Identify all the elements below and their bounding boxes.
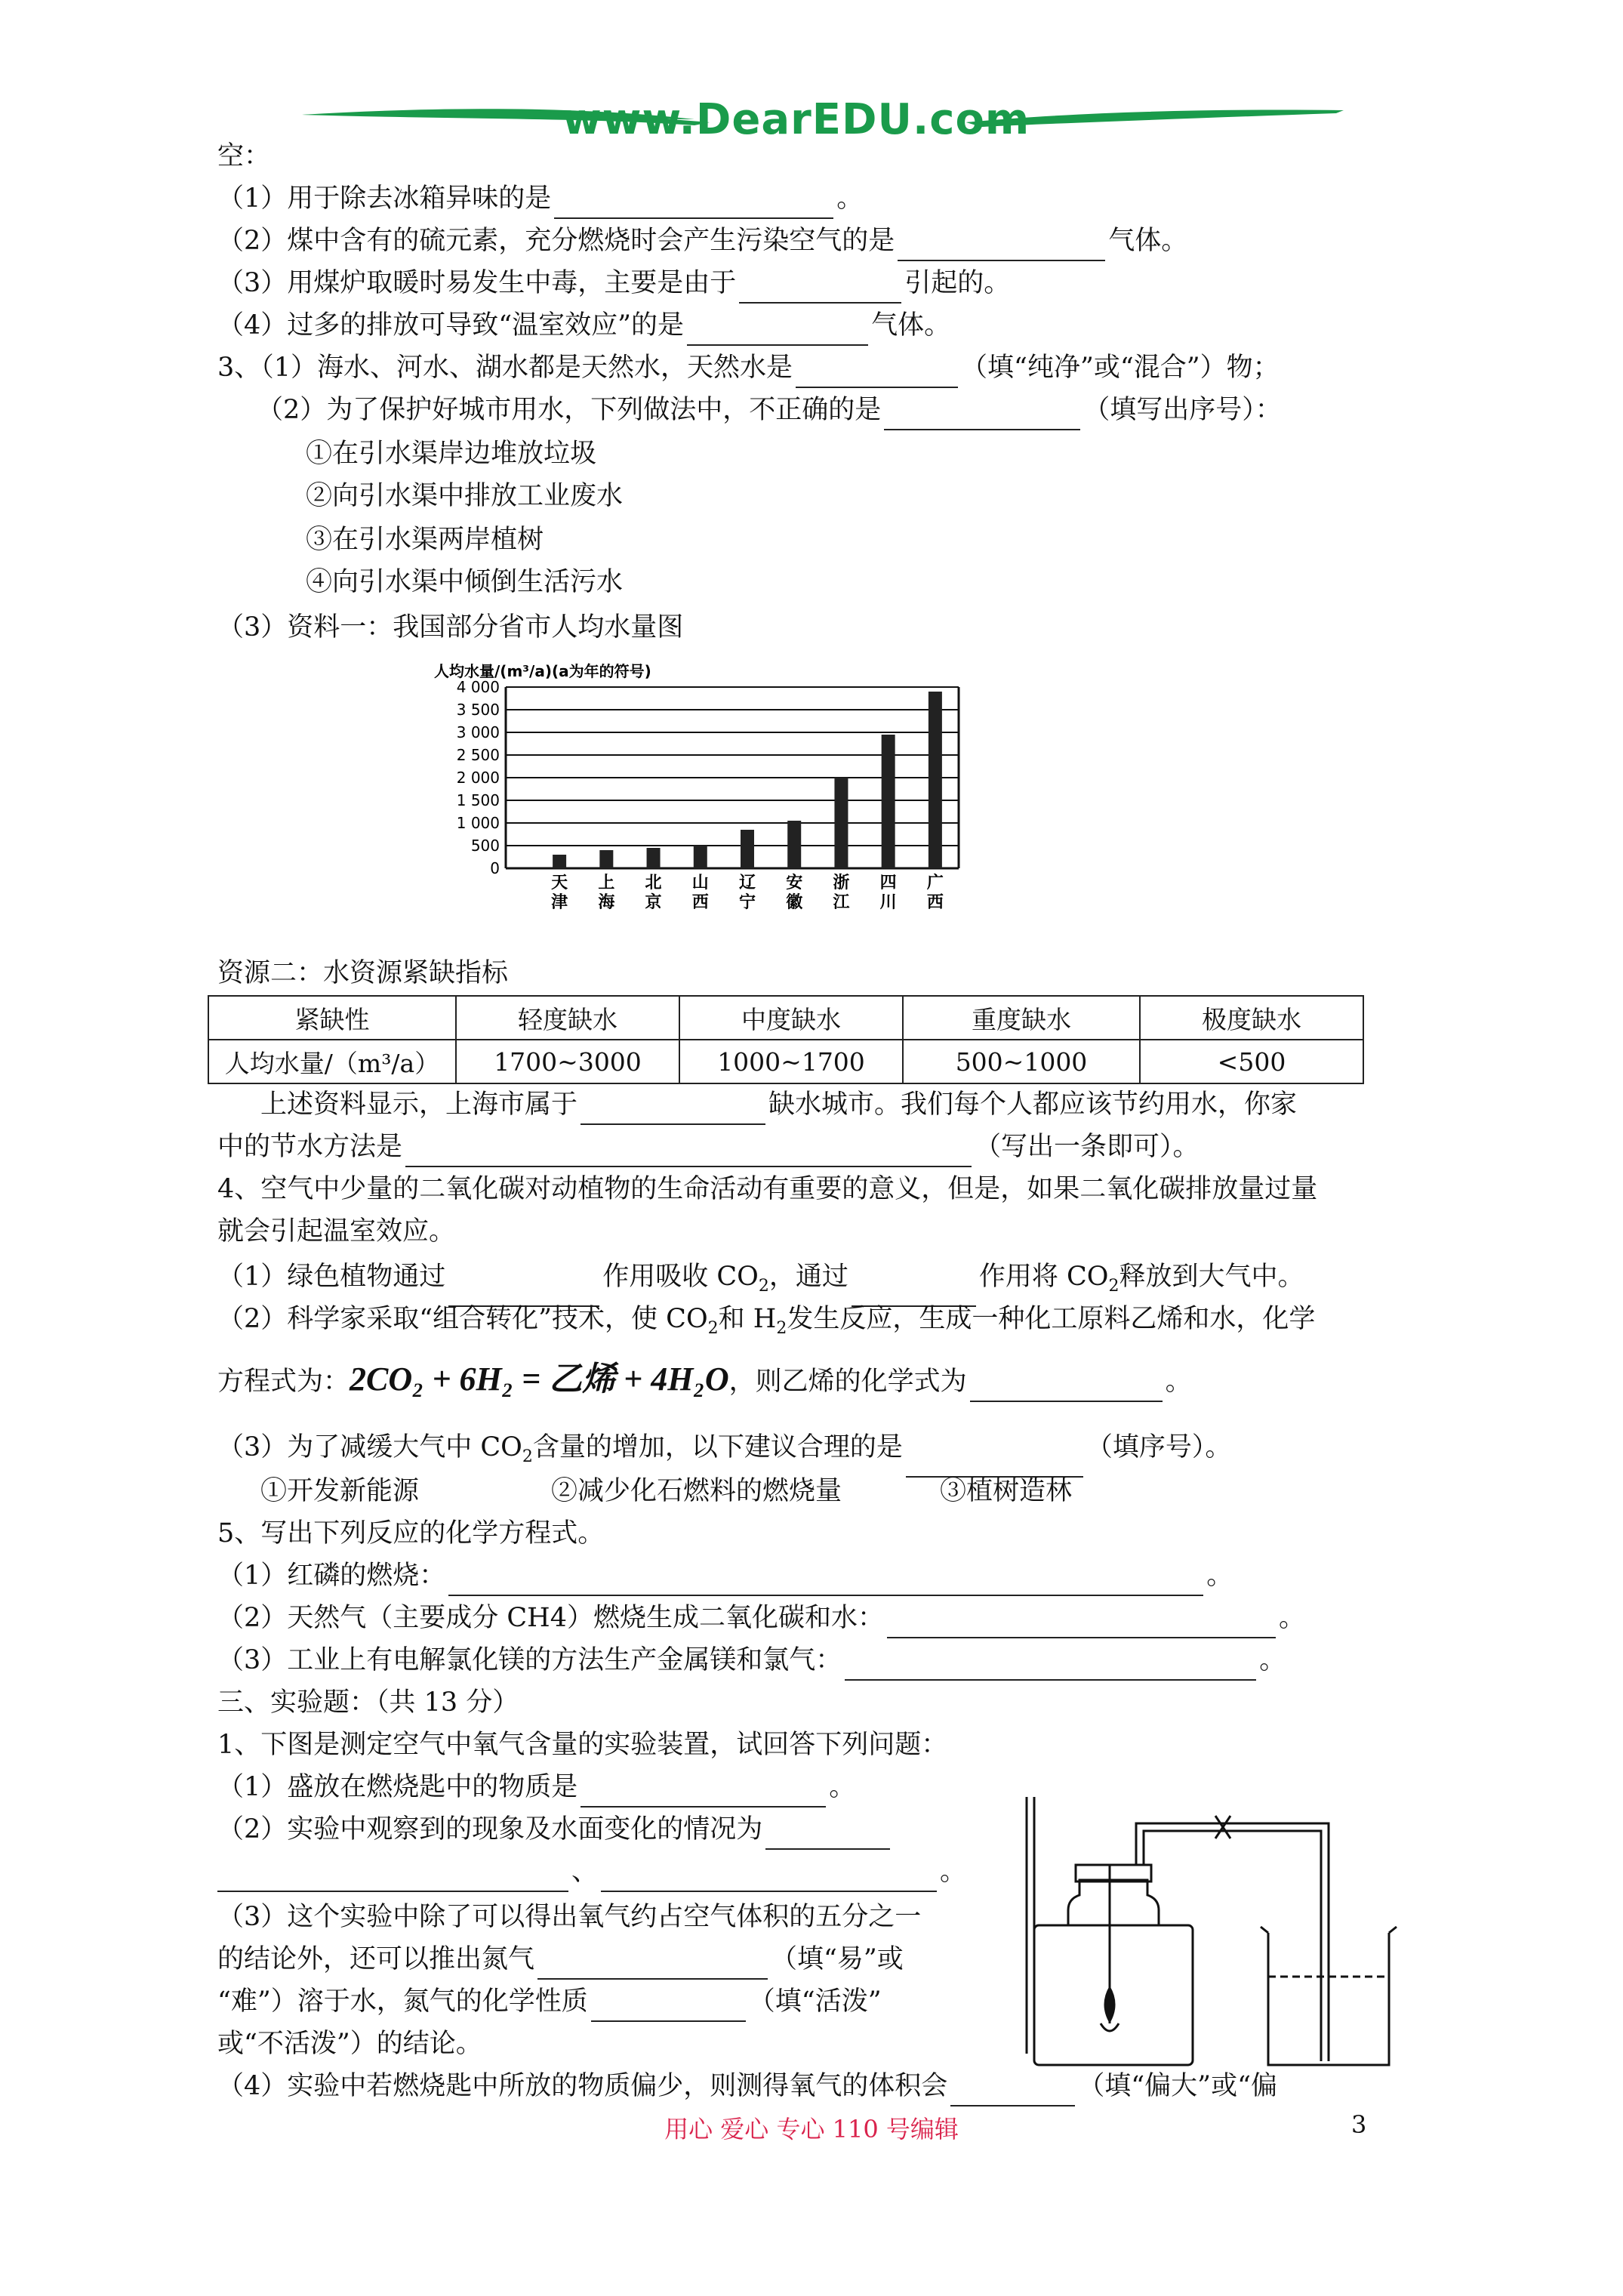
question-5-3: （3）工业上有电解氯化镁的方法生产金属镁和氯气： 。: [217, 1640, 1286, 1681]
experiment-1: 1、下图是测定空气中氧气含量的实验装置，试回答下列问题：: [217, 1730, 948, 1760]
experiment-1-3d: 或“不活泼”）的结论。: [217, 2029, 482, 2059]
question-4-2: （2）科学家采取“组合转化”技术，使 $CO_2$和 $H_2$发生反应，生成一种化工原料乙烯和水，化学: [217, 1304, 1316, 1338]
answer-blank[interactable]: [884, 399, 1080, 430]
y-tick-label: 1 000: [456, 814, 500, 832]
question-5-2: （2）天然气（主要成分 CH4）燃烧生成二氧化碳和水： 。: [217, 1598, 1305, 1638]
flame-icon: [1104, 1986, 1116, 2023]
question-3-2: （2）为了保护好城市用水，下列做法中，不正确的是 （填写出序号）：: [257, 390, 1282, 430]
x-category-label: 天津: [551, 874, 568, 912]
answer-blank[interactable]: [950, 2075, 1075, 2106]
option-4: ④向引水渠中倾倒生活污水: [306, 567, 624, 597]
y-tick-label: 2 500: [456, 746, 500, 764]
answer-blank[interactable]: [405, 1136, 972, 1167]
answer-blank[interactable]: [448, 1564, 1203, 1596]
footer-editor-note: 用心 爱心 专心 110 号编辑: [664, 2115, 959, 2143]
question-5-1: （1）红磷的燃烧： 。: [217, 1555, 1233, 1596]
water-per-capita-chart: [423, 658, 981, 930]
answer-blank[interactable]: [537, 1948, 768, 1980]
table-cell: 1000~1700: [679, 1040, 903, 1083]
question-4-cont: 就会引起温室效应。: [217, 1216, 456, 1247]
bar: [553, 855, 566, 868]
table-row-label: 人均水量/（m³/a）: [208, 1040, 456, 1083]
table-header-cell: 重度缺水: [903, 996, 1140, 1040]
question-2-4: （4）过多的排放可导致“温室效应”的是 气体。: [217, 305, 950, 346]
experiment-1-2-cont: 、 。: [217, 1851, 966, 1892]
bar: [647, 848, 661, 868]
home-method: 中的节水方法是 （写出一条即可）。: [217, 1126, 1200, 1167]
section-3-heading: 三、实验题：（共 13 分）: [217, 1687, 519, 1718]
answer-blank[interactable]: [581, 1776, 826, 1808]
question-4-equation: 方程式为：2CO₂ + 6H₂ = 乙烯 + 4H₂O，则乙烯的化学式为 。: [217, 1359, 1192, 1402]
question-3-1: 3、（1）海水、河水、湖水都是天然水，天然水是 （填“纯净”或“混合”）物；: [217, 347, 1280, 388]
answer-blank[interactable]: [970, 1370, 1163, 1402]
option-2: ②向引水渠中排放工业废水: [306, 481, 624, 511]
x-category-label: 上海: [598, 874, 615, 912]
table-header-cell: 极度缺水: [1140, 996, 1363, 1040]
table-header-row: [208, 996, 1363, 1040]
answer-blank[interactable]: [845, 1649, 1256, 1681]
bar: [929, 692, 942, 868]
oxygen-apparatus-diagram: [1004, 1797, 1427, 2069]
y-tick-label: 3 500: [456, 701, 500, 719]
y-tick-label: 0: [490, 859, 500, 877]
bar: [787, 821, 801, 868]
above-text: 上述资料显示，上海市属于 缺水城市。我们每个人都应该节约用水，你家: [260, 1084, 1297, 1125]
answer-blank[interactable]: [796, 356, 958, 388]
table-header-cell: 紧缺性: [208, 996, 456, 1040]
x-category-label: 浙江: [833, 874, 850, 912]
question-4: 4、空气中少量的二氧化碳对动植物的生命活动有重要的意义，但是，如果二氧化碳排放量过量: [217, 1174, 1318, 1204]
question-4-1: （1）绿色植物通过 作用吸收 $CO_2$，通过 作用将 $CO_2$释放到大气中。: [217, 1256, 1304, 1307]
answer-blank[interactable]: [687, 314, 868, 346]
answer-blank[interactable]: [765, 1818, 890, 1850]
option-3: ③在引水渠两岸植树: [306, 525, 544, 555]
ethylene-equation: 2CO₂ + 6H₂ = 乙烯 + 4H₂O: [350, 1361, 729, 1398]
bar: [882, 735, 895, 868]
y-tick-label: 1 500: [456, 791, 500, 809]
x-category-label: 北京: [645, 874, 662, 912]
answer-blank[interactable]: [554, 187, 833, 219]
question-2-2: （2）煤中含有的硫元素，充分燃烧时会产生污染空气的是 气体。: [217, 220, 1187, 261]
site-brand[interactable]: www.DearEDU.com: [562, 95, 1030, 144]
question-2-1: （1）用于除去冰箱异味的是 。: [217, 178, 863, 219]
table-cell: 500~1000: [903, 1040, 1140, 1083]
answer-blank[interactable]: [601, 1860, 937, 1892]
page-number: 3: [1351, 2110, 1367, 2139]
x-category-label: 广西: [926, 874, 944, 912]
table-cell: 1700~3000: [456, 1040, 679, 1083]
bar: [741, 830, 754, 868]
answer-blank[interactable]: [739, 272, 901, 304]
answer-blank[interactable]: [581, 1093, 765, 1125]
y-tick-label: 3 000: [456, 723, 500, 741]
water-scarcity-table: [208, 995, 1364, 1084]
experiment-1-1: （1）盛放在燃烧匙中的物质是 。: [217, 1767, 855, 1808]
table-cell: <500: [1140, 1040, 1363, 1083]
answer-blank[interactable]: [217, 1860, 568, 1892]
chart-title: 人均水量/(m³/a)(a为年的符号): [434, 662, 651, 680]
x-category-label: 山西: [691, 874, 709, 912]
question-4-3: （3）为了减缓大气中 $CO_2$含量的增加，以下建议合理的是 （填序号）。: [217, 1427, 1231, 1478]
table-header-cell: 轻度缺水: [456, 996, 679, 1040]
y-tick-label: 500: [470, 837, 500, 855]
answer-blank[interactable]: [898, 230, 1105, 261]
option-1: ①在引水渠岸边堆放垃圾: [306, 439, 597, 469]
x-category-label: 安徽: [786, 874, 803, 912]
question-3-3: （3）资料一：我国部分省市人均水量图: [217, 612, 684, 643]
resource-2-heading: 资源二：水资源紧缺指标: [217, 958, 509, 988]
bar: [694, 846, 707, 868]
experiment-1-3b: 的结论外，还可以推出氮气 （填“易”或: [217, 1939, 904, 1980]
x-category-label: 四川: [879, 874, 897, 912]
bar: [834, 778, 848, 868]
option-plant-trees: ③植树造林: [940, 1476, 1073, 1506]
text-line: 空：: [217, 141, 271, 171]
bar: [599, 850, 613, 868]
option-reduce-fossil: ②减少化石燃料的燃烧量: [551, 1476, 842, 1506]
experiment-1-4: （4）实验中若燃烧匙中所放的物质偏少，则测得氧气的体积会 （填“偏大”或“偏: [217, 2066, 1277, 2106]
question-2-3: （3）用煤炉取暖时易发生中毒，主要是由于 引起的。: [217, 263, 1010, 304]
experiment-1-3: （3）这个实验中除了可以得出氧气约占空气体积的五分之一: [217, 1902, 922, 1932]
y-tick-label: 4 000: [456, 678, 500, 696]
answer-blank[interactable]: [591, 1990, 746, 2022]
question-5: 5、写出下列反应的化学方程式。: [217, 1518, 605, 1549]
experiment-1-2: （2）实验中观察到的现象及水面变化的情况为: [217, 1809, 893, 1850]
option-new-energy: ①开发新能源: [260, 1476, 420, 1506]
table-row: [208, 1040, 1363, 1083]
answer-blank[interactable]: [887, 1607, 1276, 1638]
y-tick-label: 2 000: [456, 769, 500, 787]
experiment-1-3c: “难”）溶于水，氮气的化学性质 （填“活泼”: [217, 1981, 882, 2022]
table-header-cell: 中度缺水: [679, 996, 903, 1040]
x-category-label: 辽宁: [738, 874, 756, 912]
